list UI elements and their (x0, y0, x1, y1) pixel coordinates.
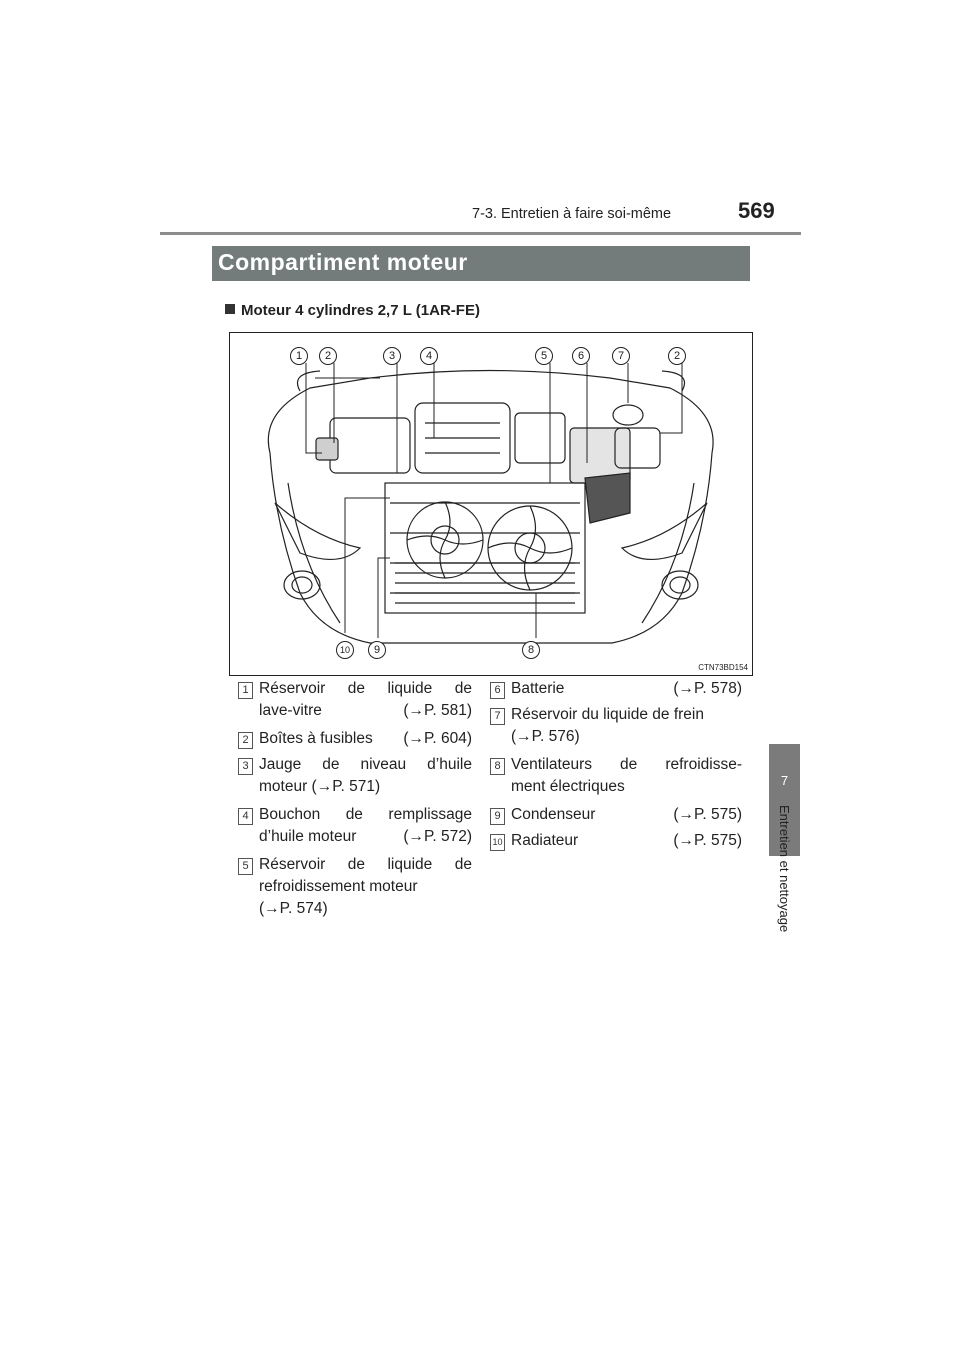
legend-ref: (→P. 604) (403, 730, 472, 747)
callout-bottom-2: 9 (368, 641, 386, 659)
callout-top-3: 3 (383, 347, 401, 365)
legend-number: 6 (490, 682, 505, 699)
chapter-label (768, 805, 801, 975)
legend-number: 9 (490, 808, 505, 825)
legend-text: (→P. 576) (511, 728, 580, 745)
legend-item (238, 804, 472, 854)
callout-top-1: 1 (290, 347, 308, 365)
legend-right (490, 678, 742, 856)
legend-number: 1 (238, 682, 253, 699)
legend-text: Réservoir de liquide de (259, 856, 472, 873)
legend-number: 7 (490, 708, 505, 725)
legend-text: Condenseur (511, 806, 596, 823)
callout-top-6: 6 (572, 347, 590, 365)
legend-item (490, 830, 742, 856)
legend-text: Radiateur (511, 832, 579, 849)
legend-text: Boîtes à fusibles (259, 730, 373, 747)
legend-number: 3 (238, 758, 253, 775)
legend-left (238, 678, 472, 926)
legend-number: 10 (490, 834, 505, 851)
legend-number: 5 (238, 858, 253, 875)
legend-text: Jauge de niveau d’huile (259, 756, 472, 773)
legend-item (238, 854, 472, 926)
page-number: 569 (738, 198, 775, 223)
legend-text: (→P. 574) (259, 900, 328, 917)
callout-top-8: 2 (668, 347, 686, 365)
legend-text: Batterie (511, 680, 565, 697)
page-title: Compartiment moteur (218, 249, 468, 275)
legend-text: refroidissement moteur (259, 878, 418, 895)
legend-text: moteur (→P. 571) (259, 778, 381, 795)
legend-item (490, 704, 742, 754)
engine-drawing (230, 333, 752, 675)
legend-item (490, 678, 742, 704)
legend-item (490, 804, 742, 830)
engine-subtitle (225, 302, 480, 319)
legend-item (238, 728, 472, 754)
callout-top-2: 2 (319, 347, 337, 365)
callout-top-4: 4 (420, 347, 438, 365)
bullet-square-icon (225, 304, 235, 314)
legend-text: d’huile moteur (259, 828, 357, 845)
legend-text: ment électriques (511, 778, 625, 795)
legend-text: Réservoir du liquide de frein (511, 706, 704, 723)
legend-number: 4 (238, 808, 253, 825)
callout-top-7: 7 (612, 347, 630, 365)
legend-number: 2 (238, 732, 253, 749)
callout-bottom-3: 8 (522, 641, 540, 659)
legend-text: Réservoir de liquide de (259, 680, 472, 697)
legend-ref: (→P. 575) (673, 832, 742, 849)
engine-compartment-illustration (229, 332, 753, 676)
legend-number: 8 (490, 758, 505, 775)
callout-top-5: 5 (535, 347, 553, 365)
chapter-number: 7 (780, 773, 789, 788)
legend-item (238, 678, 472, 728)
section-header: 7-3. Entretien à faire soi-même (472, 206, 672, 222)
callout-bottom-1: 10 (336, 641, 354, 659)
legend-ref: (→P. 575) (673, 806, 742, 823)
legend-item (490, 754, 742, 804)
legend-ref: (→P. 581) (403, 702, 472, 719)
legend-ref: (→P. 578) (673, 680, 742, 697)
figure-code: CTN73BD154 (698, 663, 748, 672)
legend-item (238, 754, 472, 804)
legend-text: lave-vitre (259, 702, 322, 719)
legend-ref: (→P. 572) (403, 828, 472, 845)
chapter-label-text: Entretien et nettoyage (776, 805, 792, 933)
subtitle-text: Moteur 4 cylindres 2,7 L (1AR-FE) (241, 302, 480, 319)
header-rule (160, 232, 801, 235)
legend-text: Bouchon de remplissage (259, 806, 472, 823)
legend-text: Ventilateurs de refroidisse- (511, 756, 742, 773)
